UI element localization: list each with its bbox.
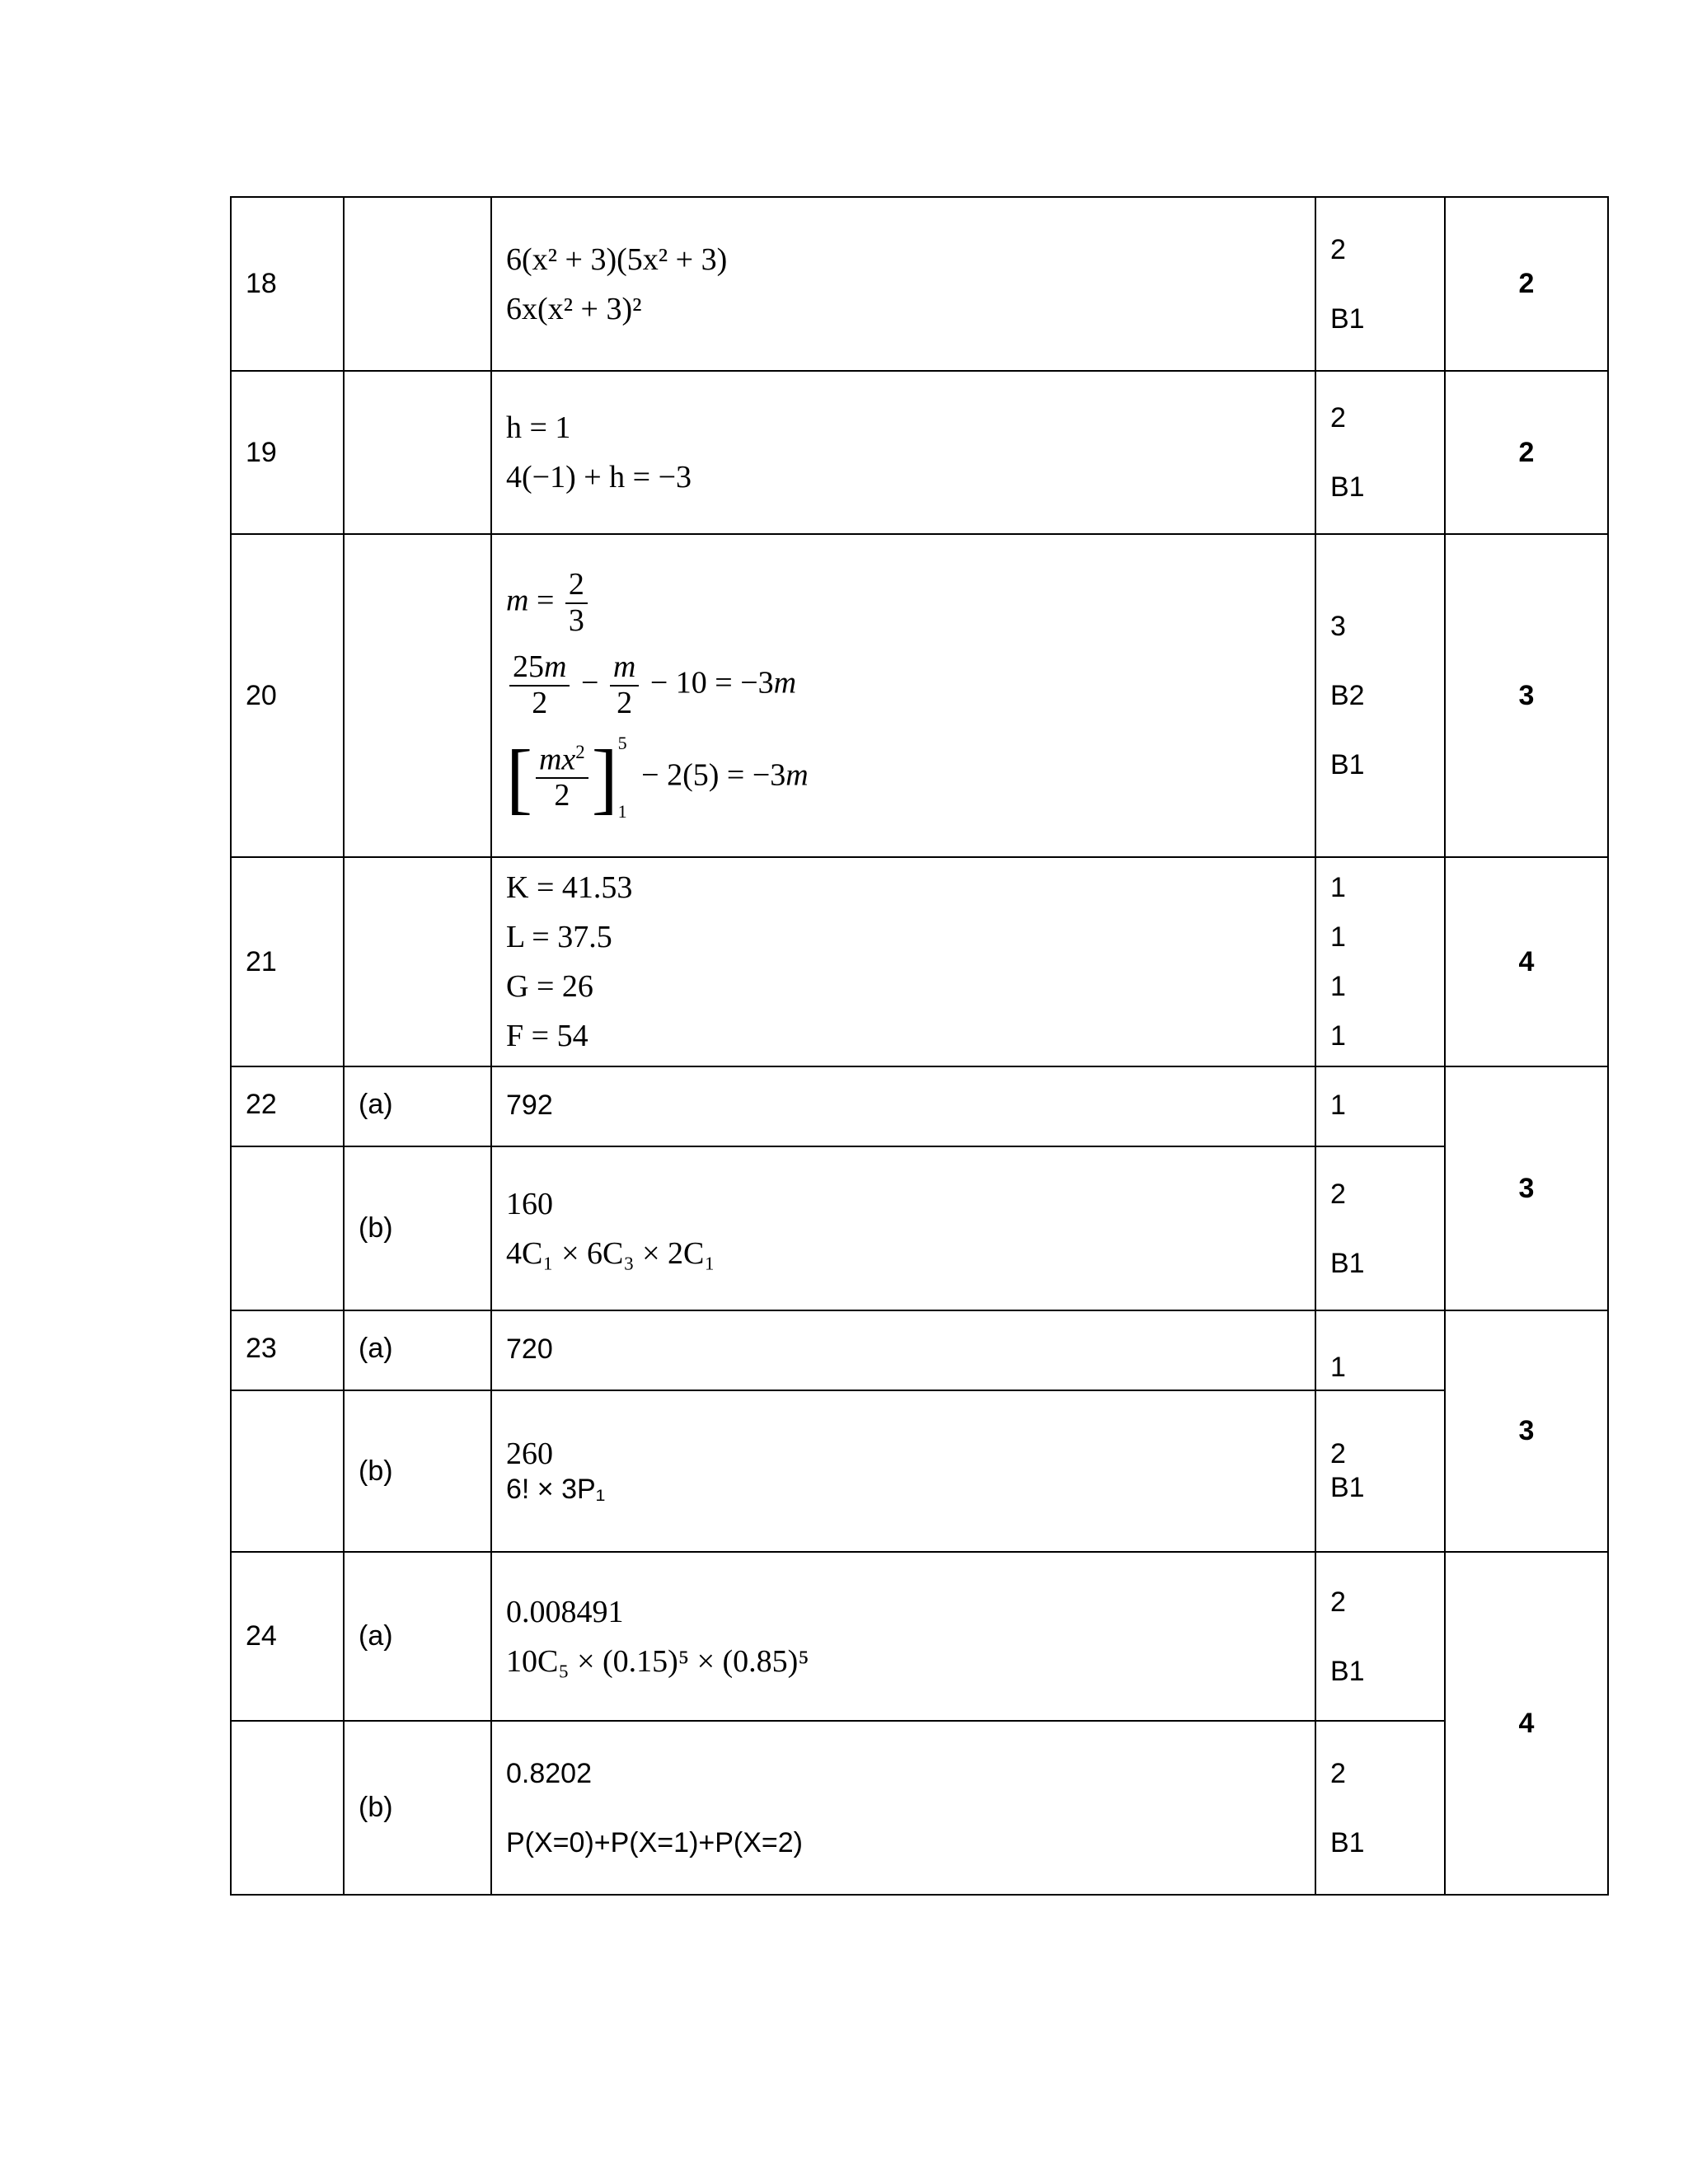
total-marks: 2 bbox=[1445, 197, 1608, 371]
table-row bbox=[231, 1146, 1608, 1310]
mark: 2 bbox=[1330, 1586, 1346, 1618]
answer-line: 4(−1) + h = −3 bbox=[506, 460, 692, 494]
mark: 1 bbox=[1330, 1020, 1346, 1052]
table-row bbox=[231, 1721, 1608, 1895]
answer-line: $\frac{25m}{2}$ − $\frac{m}{2}$ − 10 = −3m bbox=[506, 650, 1315, 721]
answer-line: F = 54 bbox=[506, 1019, 588, 1053]
mark: 1 bbox=[1330, 921, 1346, 953]
answer-cell bbox=[491, 1146, 1315, 1310]
mark: 3 bbox=[1330, 611, 1346, 642]
mark: 2 bbox=[1330, 1178, 1346, 1210]
marks-cell bbox=[1315, 1146, 1445, 1310]
total-marks: 3 bbox=[1445, 1310, 1608, 1552]
mark: 1 bbox=[1330, 872, 1346, 903]
answer-line: 260 bbox=[506, 1436, 553, 1471]
answer-line: K = 41.53 bbox=[506, 870, 633, 905]
total-marks: 4 bbox=[1445, 1552, 1608, 1895]
mark: 2 bbox=[1330, 233, 1346, 265]
part-label: (b) bbox=[344, 1390, 491, 1552]
mark: B1 bbox=[1330, 1472, 1365, 1503]
answer-cell bbox=[491, 1390, 1315, 1552]
table-row bbox=[231, 371, 1608, 534]
mark: 2 bbox=[1330, 1438, 1346, 1470]
question-number: 24 bbox=[231, 1552, 344, 1721]
marks-cell bbox=[1315, 197, 1445, 371]
answer-line: h = 1 bbox=[506, 410, 571, 445]
answer-line: 0.008491 bbox=[506, 1594, 624, 1629]
part-label bbox=[344, 371, 491, 534]
table-row bbox=[231, 534, 1608, 857]
mark: 1 bbox=[1330, 1090, 1346, 1121]
answer-line: 160 bbox=[506, 1186, 553, 1221]
answer-cell bbox=[491, 1552, 1315, 1721]
answer-line: 10C₅ × (0.15)⁵ × (0.85)⁵ bbox=[506, 1643, 809, 1679]
marks-cell bbox=[1315, 857, 1445, 1066]
answer-line: 792 bbox=[506, 1090, 553, 1121]
mark: B1 bbox=[1330, 302, 1365, 335]
part-label: (a) bbox=[344, 1066, 491, 1146]
table-row bbox=[231, 857, 1608, 1066]
question-number bbox=[231, 1721, 344, 1895]
answer-line: 0.8202 bbox=[506, 1757, 592, 1789]
table-row bbox=[231, 197, 1608, 371]
table-row bbox=[231, 1552, 1608, 1721]
answer-cell bbox=[491, 534, 1315, 857]
marking-scheme-table bbox=[230, 196, 1609, 1896]
answer-cell bbox=[491, 1721, 1315, 1895]
answer-cell bbox=[491, 197, 1315, 371]
answer-line: m = $\frac{2}{3}$ bbox=[506, 568, 1315, 639]
total-marks: 2 bbox=[1445, 371, 1608, 534]
question-number: 21 bbox=[231, 857, 344, 1066]
answer-line: 6(x² + 3)(5x² + 3) bbox=[506, 241, 728, 277]
answer-line: 6x(x² + 3)² bbox=[506, 291, 642, 326]
mark: B1 bbox=[1330, 749, 1365, 780]
question-number: 23 bbox=[231, 1310, 344, 1390]
part-label: (b) bbox=[344, 1146, 491, 1310]
marks-cell bbox=[1315, 1066, 1445, 1146]
marks-cell bbox=[1315, 1310, 1445, 1390]
question-number: 18 bbox=[231, 197, 344, 371]
mark: 2 bbox=[1330, 1757, 1346, 1789]
answer-line: [ $\frac{mx^2}{2}$ ] 5 1 − 2(5) = −3m bbox=[506, 732, 809, 823]
marks-cell bbox=[1315, 371, 1445, 534]
question-number bbox=[231, 1146, 344, 1310]
total-marks: 3 bbox=[1445, 1066, 1608, 1310]
table-row bbox=[231, 1310, 1608, 1390]
mark: B1 bbox=[1330, 471, 1365, 503]
answer-cell bbox=[491, 1310, 1315, 1390]
total-marks: 4 bbox=[1445, 857, 1608, 1066]
answer-line: P(X=0)+P(X=1)+P(X=2) bbox=[506, 1826, 804, 1858]
mark: B1 bbox=[1330, 1826, 1365, 1858]
mark: B1 bbox=[1330, 1247, 1365, 1279]
marks-cell bbox=[1315, 1552, 1445, 1721]
part-label: (a) bbox=[344, 1310, 491, 1390]
mark: B1 bbox=[1330, 1655, 1365, 1687]
part-label bbox=[344, 857, 491, 1066]
answer-cell bbox=[491, 371, 1315, 534]
answer-line: 4C₁ × 6C₃ × 2C₁ bbox=[506, 1235, 715, 1271]
answer-line: 720 bbox=[506, 1333, 553, 1365]
part-label bbox=[344, 197, 491, 371]
table-row bbox=[231, 1066, 1608, 1146]
total-marks: 3 bbox=[1445, 534, 1608, 857]
mark: B2 bbox=[1330, 680, 1365, 711]
question-number: 19 bbox=[231, 371, 344, 534]
mark: 1 bbox=[1330, 971, 1346, 1002]
answer-cell bbox=[491, 857, 1315, 1066]
mark: 2 bbox=[1330, 402, 1346, 434]
marks-cell bbox=[1315, 534, 1445, 857]
answer-cell bbox=[491, 1066, 1315, 1146]
answer-line: G = 26 bbox=[506, 969, 593, 1004]
mark: 1 bbox=[1330, 1352, 1346, 1384]
table-row bbox=[231, 1390, 1608, 1552]
question-number: 20 bbox=[231, 534, 344, 857]
question-number bbox=[231, 1390, 344, 1552]
part-label: (b) bbox=[344, 1721, 491, 1895]
question-number: 22 bbox=[231, 1066, 344, 1146]
answer-line: L = 37.5 bbox=[506, 920, 612, 954]
marks-cell bbox=[1315, 1390, 1445, 1552]
answer-line: 6! × 3P₁ bbox=[506, 1474, 606, 1506]
part-label: (a) bbox=[344, 1552, 491, 1721]
part-label bbox=[344, 534, 491, 857]
marks-cell bbox=[1315, 1721, 1445, 1895]
